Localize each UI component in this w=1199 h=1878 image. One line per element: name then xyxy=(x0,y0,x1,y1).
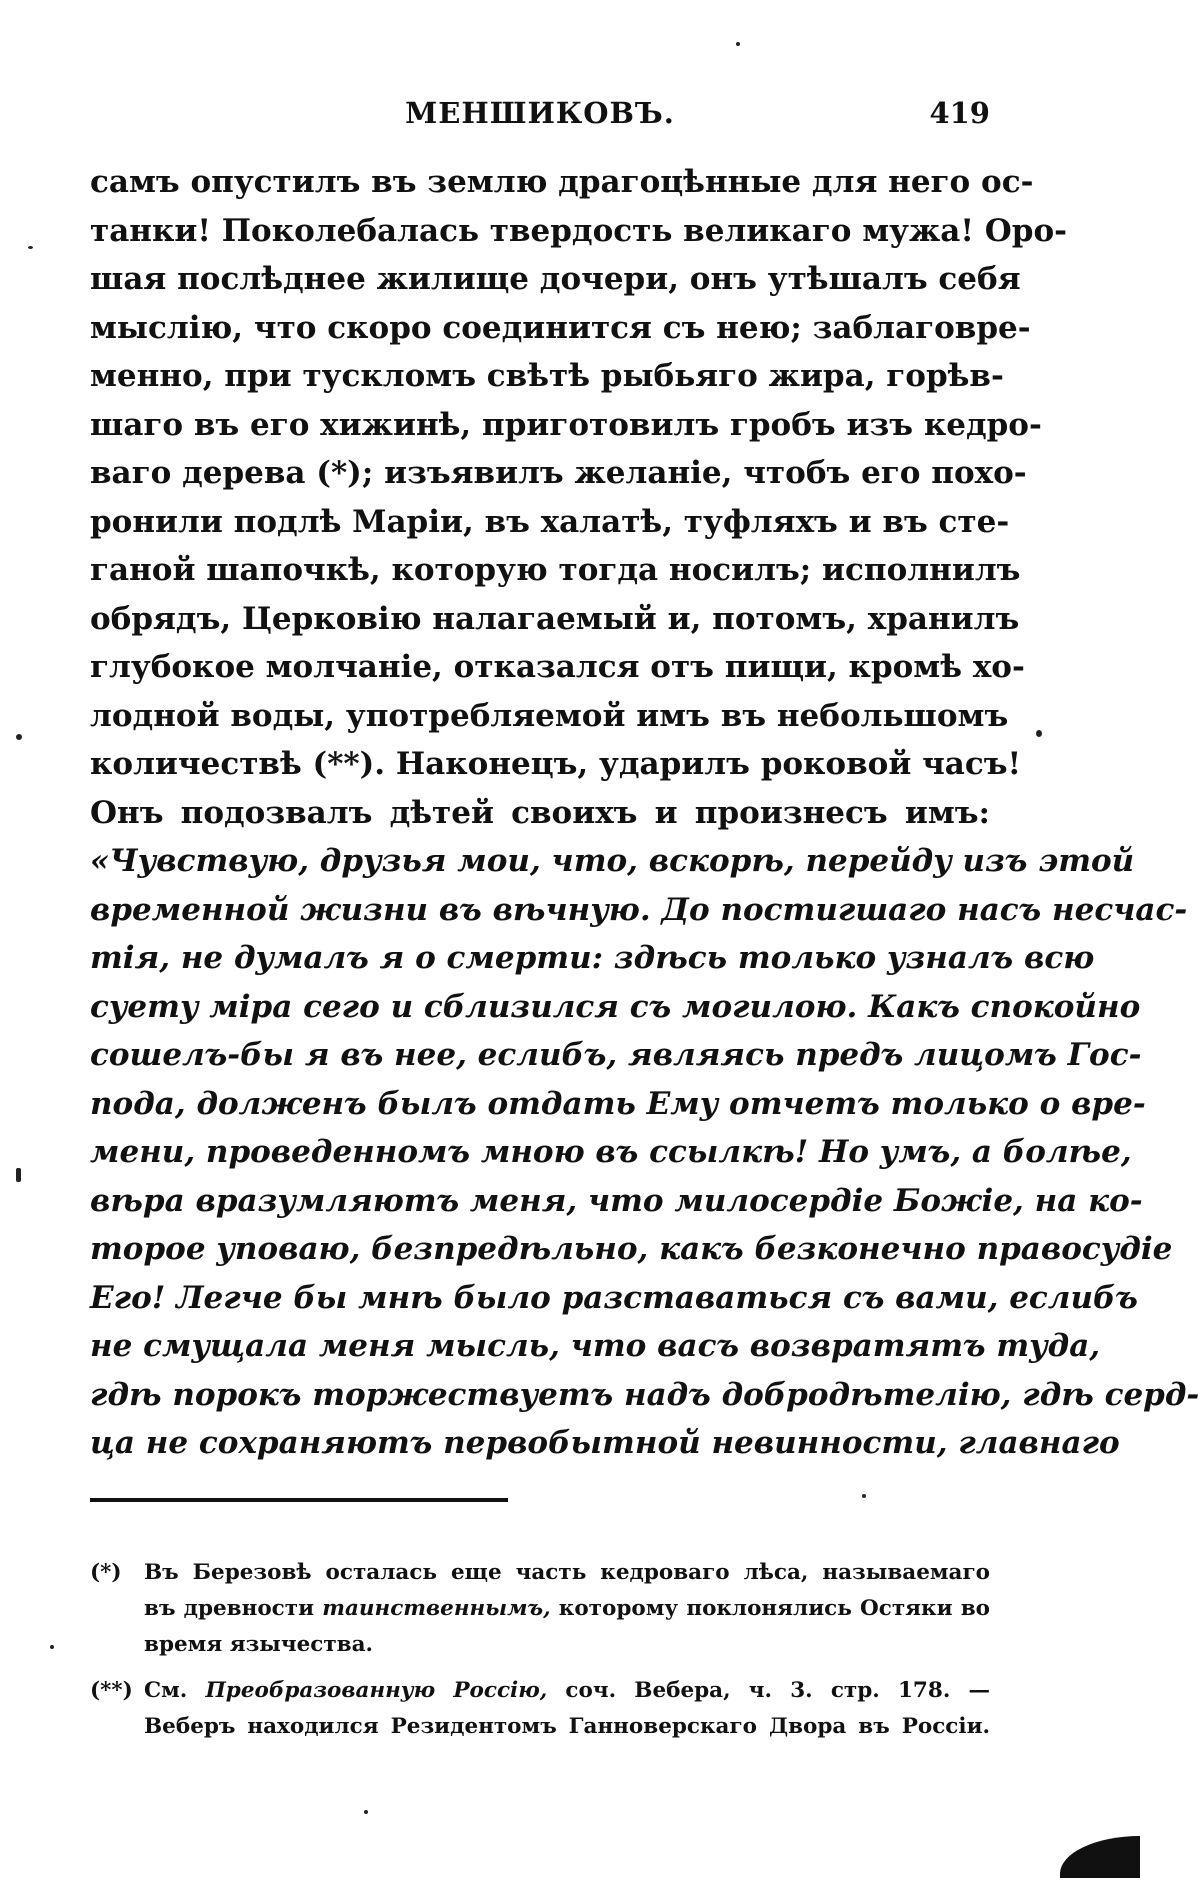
text-line: Онъ подозвалъ дѣтей своихъ и произнесъ имъ: xyxy=(90,794,990,831)
running-head xyxy=(90,96,990,136)
text-line: шая послѣднее жилище дочери, онъ утѣшалъ себя xyxy=(90,261,1021,297)
scan-speck xyxy=(28,246,33,249)
footnote-text: Въ Березовѣ осталась еще часть кедроваго лѣса, называемаго xyxy=(144,1560,990,1585)
text-line: мыслію, что скоро соединится съ нею; заблаговре- xyxy=(90,309,1031,346)
quote-line: Его! Легче бы мнѣ было разставаться съ вами, еслибъ xyxy=(90,1279,1138,1316)
footnote-1-line xyxy=(90,1555,990,1591)
footnote-mark: (*) xyxy=(90,1560,122,1585)
quote-line: мени, проведенномъ мною въ ссылкѣ! Но умъ, а болѣе, xyxy=(90,1134,1132,1170)
running-title: МЕНШИКОВЪ. xyxy=(405,96,675,130)
body-text xyxy=(90,158,1199,1468)
footnote-1-line: время язычества. xyxy=(144,1632,374,1657)
text-line: самъ опустилъ въ землю драгоцѣнные для него ос- xyxy=(90,164,1034,200)
text-line: ронили подлѣ Маріи, въ халатѣ, туфляхъ и въ сте- xyxy=(90,503,1010,540)
quote-line: пода, долженъ былъ отдать Ему отчетъ только о вре- xyxy=(90,1085,1146,1122)
quote-line: ца не сохраняютъ первобытной невинности, главнаго xyxy=(90,1425,1120,1461)
quote-line: гдѣ порокъ торжествуетъ надъ добродѣтелію, гдѣ серд- xyxy=(90,1376,1199,1413)
scan-speck xyxy=(862,1494,866,1498)
scan-speck xyxy=(364,1810,368,1814)
footnote-text: соч. Вебера, ч. 3. стр. 178. — xyxy=(547,1678,990,1703)
scan-speck xyxy=(16,734,22,740)
quote-line: «Чувствую, друзья мои, что, вскорѣ, перейду изъ этой xyxy=(90,843,1135,879)
text-line: лодной воды, употребляемой имъ въ небольшомъ xyxy=(90,697,1009,734)
footnote-emphasis: Преобразованную Россію, xyxy=(205,1678,548,1703)
quote-line: вѣра вразумляютъ меня, что милосердіе Божіе, на ко- xyxy=(90,1182,1143,1219)
quote-line: торое уповаю, безпредѣльно, какъ безконечно правосудіе xyxy=(90,1231,1173,1267)
scan-speck xyxy=(736,42,740,46)
text-line: менно, при тускломъ свѣтѣ рыбьяго жира, горѣв- xyxy=(90,358,1004,394)
footnote-text: которому поклонялись Остяки во xyxy=(550,1596,990,1621)
quote-line: тія, не думалъ я о смерти: здѣсь только узналъ всю xyxy=(90,940,1095,976)
footnote-divider xyxy=(90,1498,508,1502)
quote-line: временной жизни въ вѣчную. До постигшаго насъ несчас- xyxy=(90,891,1188,928)
footnote-1-line xyxy=(90,1591,990,1627)
text-line: ганой шапочкѣ, которую тогда носилъ; исполнилъ xyxy=(90,552,1021,588)
scan-speck xyxy=(50,1645,54,1649)
footnote-mark: (**) xyxy=(90,1678,133,1703)
text-line: обрядъ, Церковію налагаемый и, потомъ, хранилъ xyxy=(90,600,1020,637)
text-line: ваго дерева (*); изъявилъ желаніе, чтобъ его похо- xyxy=(90,455,1027,491)
scan-speck xyxy=(16,1168,21,1182)
footnote-emphasis: таинственнымъ, xyxy=(322,1596,551,1621)
page-number: 419 xyxy=(929,96,990,130)
text-line: количествѣ (**). Наконецъ, ударилъ роковой часъ! xyxy=(90,746,1022,782)
footnote-2-line: Веберъ находился Резидентомъ Ганноверскаго Двора въ Россіи. xyxy=(144,1714,990,1739)
text-line: танки! Поколебалась твердость великаго мужа! Оро- xyxy=(90,212,1068,249)
footnote-2-line xyxy=(90,1673,990,1709)
quote-line: суету міра сего и сблизился съ могилою. Какъ спокойно xyxy=(90,988,1141,1025)
scan-smudge xyxy=(1060,1836,1140,1878)
quote-line: сошелъ-бы я въ нее, еслибъ, являясь предъ лицомъ Гос- xyxy=(90,1037,1142,1073)
footnotes xyxy=(90,1555,990,1745)
quote-line: не смущала меня мысль, что васъ возвратятъ туда, xyxy=(90,1328,1101,1364)
footnote-text: въ древности xyxy=(144,1596,323,1621)
footnote-text: См. xyxy=(144,1678,206,1703)
scan-speck xyxy=(1036,730,1042,737)
text-line: глубокое молчаніе, отказался отъ пищи, кромѣ хо- xyxy=(90,649,1025,685)
text-line: шаго въ его хижинѣ, приготовилъ гробъ изъ кедро- xyxy=(90,406,1042,443)
